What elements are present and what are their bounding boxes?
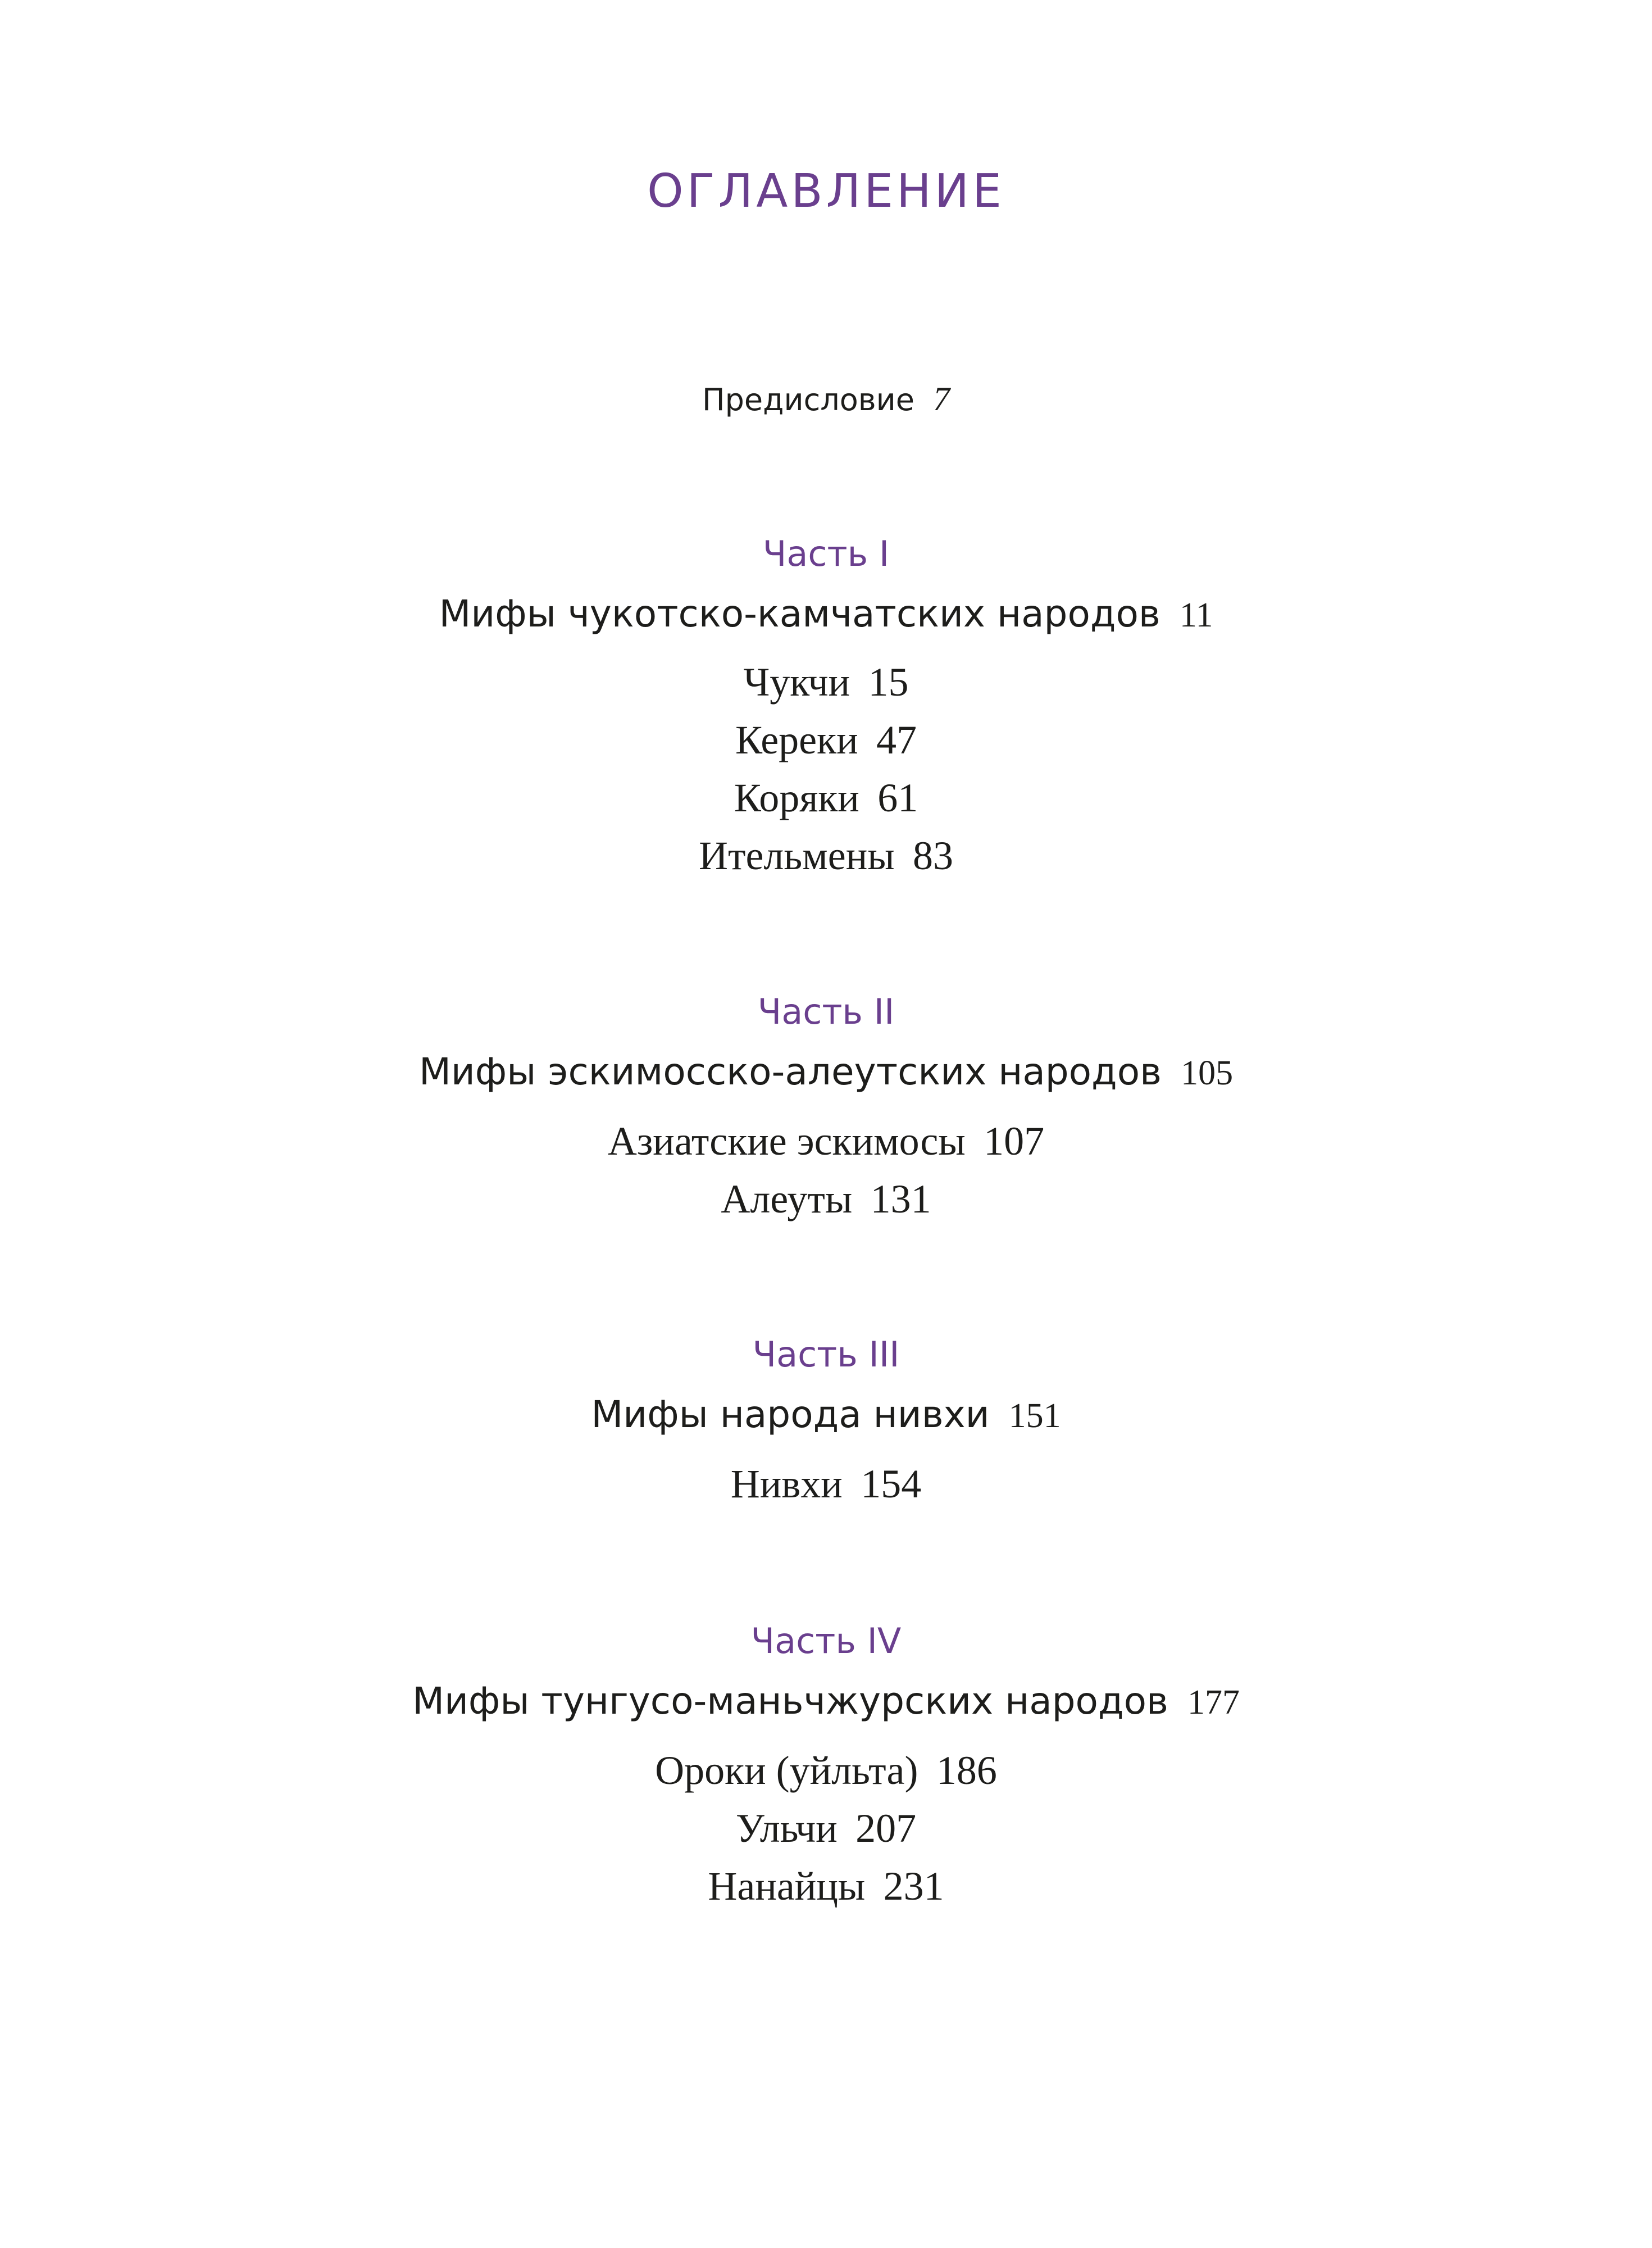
toc-page-number: 177: [1187, 1683, 1240, 1722]
toc-page-number: 105: [1181, 1054, 1234, 1092]
toc-entry-label: Алеуты: [721, 1177, 853, 1221]
toc-entry-label: Чукчи: [743, 660, 850, 705]
toc-page-number: 11: [1179, 596, 1213, 634]
toc-page-number: 47: [876, 717, 917, 762]
toc-section-heading[interactable]: [0, 1679, 1652, 1723]
toc-entry-preface[interactable]: [0, 382, 1652, 416]
toc-entry[interactable]: [0, 1864, 1652, 1909]
toc-page-number: 61: [877, 775, 918, 820]
toc-section-heading[interactable]: [0, 592, 1652, 635]
toc-page-number: 107: [984, 1119, 1045, 1164]
toc-entry-label: Нивхи: [730, 1461, 843, 1506]
toc-entry[interactable]: [0, 1179, 1652, 1219]
toc-entry-label: Ительмены: [699, 833, 895, 878]
toc-entry[interactable]: [0, 1808, 1652, 1849]
page-title: ОГЛАВЛЕНИЕ: [647, 165, 1005, 218]
toc-entry-label: Нанайцы: [708, 1864, 866, 1909]
toc-page-number: 154: [861, 1461, 922, 1506]
part-label-1: Часть I: [762, 533, 890, 574]
toc-entry[interactable]: [0, 660, 1652, 705]
toc-entry-label: Мифы эскимосско-алеутских народов: [418, 1050, 1162, 1093]
toc-entry[interactable]: [0, 1461, 1652, 1506]
toc-entry-label: Коряки: [734, 775, 859, 820]
toc-section-heading[interactable]: [0, 1050, 1652, 1093]
toc-entry-label: Мифы чукотско-камчатских народов: [439, 592, 1161, 635]
toc-page-number: 7: [932, 380, 950, 417]
toc-page-number: 186: [936, 1748, 997, 1793]
toc-page-number: 15: [868, 660, 909, 705]
toc-entry-label: Предисловие: [702, 382, 914, 417]
toc-entry[interactable]: [0, 1750, 1652, 1791]
toc-entry[interactable]: [0, 775, 1652, 820]
toc-page-number: 151: [1008, 1397, 1061, 1435]
part-label-2: Часть II: [757, 991, 895, 1032]
toc-page-number: 207: [855, 1806, 917, 1851]
toc-entry[interactable]: [0, 717, 1652, 762]
toc-page-number: 231: [883, 1864, 944, 1909]
toc-entry[interactable]: [0, 1119, 1652, 1164]
toc-entry-label: Ороки (уйльта): [655, 1748, 918, 1793]
toc-entry[interactable]: [0, 835, 1652, 876]
part-label-3: Часть III: [752, 1334, 900, 1375]
toc-entry-label: Азиатские эскимосы: [607, 1119, 966, 1164]
toc-section-heading[interactable]: [0, 1393, 1652, 1436]
toc-entry-label: Мифы тунгусо-маньчжурских народов: [412, 1679, 1168, 1723]
toc-page-number: 83: [913, 833, 953, 878]
toc-entry-label: Мифы народа нивхи: [591, 1393, 990, 1436]
toc-entry-label: Ульчи: [735, 1806, 838, 1851]
toc-entry-label: Кереки: [735, 717, 858, 762]
toc-page-number: 131: [870, 1177, 931, 1221]
part-label-4: Часть IV: [750, 1620, 902, 1661]
